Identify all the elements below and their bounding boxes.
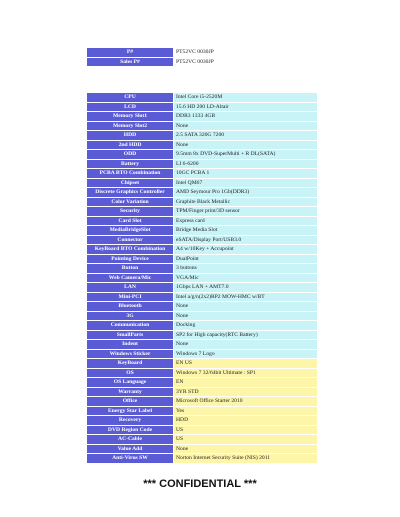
- row-label: Color Variation: [87, 197, 174, 207]
- row-label: Bluetooth: [87, 302, 174, 312]
- part-number-table: [86, 47, 318, 67]
- spec-row: [87, 226, 318, 236]
- row-value: AMD Seymour Pro 1Gb(DDR3): [174, 188, 318, 198]
- spec-row: [87, 359, 318, 369]
- part-number-row: [87, 57, 318, 67]
- row-label: PCBA BTO Combination: [87, 169, 174, 179]
- spec-row: [87, 235, 318, 245]
- row-label: Windows Sticker: [87, 349, 174, 359]
- spec-row: [87, 349, 318, 359]
- row-label: Value Add: [87, 444, 174, 454]
- row-label: Security: [87, 207, 174, 217]
- row-value: US: [174, 435, 318, 445]
- spec-row: [87, 292, 318, 302]
- spec-row: [87, 264, 318, 274]
- spec-row: [87, 321, 318, 331]
- spec-row: [87, 169, 318, 179]
- row-label: P#: [87, 48, 174, 58]
- row-value: Intel a/g/n(2x2)RP2 MOW-HMC w/BT: [174, 292, 318, 302]
- row-value: LI 6-6200: [174, 159, 318, 169]
- row-label: Warranty: [87, 387, 174, 397]
- spec-row: [87, 150, 318, 160]
- row-value: Intel Core i5-2520M: [174, 93, 318, 103]
- spec-row: [87, 245, 318, 255]
- row-label: MediaBridgeSlot: [87, 226, 174, 236]
- row-label: Communication: [87, 321, 174, 331]
- spec-row: [87, 188, 318, 198]
- row-label: OS Language: [87, 378, 174, 388]
- row-value: Norton Internet Security Suite (NIS) 2011: [174, 454, 318, 464]
- spec-row: [87, 131, 318, 141]
- row-value: PT52VC 0030JP: [174, 57, 318, 67]
- row-value: 15.6 HD 200 LD-Altair: [174, 102, 318, 112]
- row-value: SP2 for High capacity(RTC Battery): [174, 330, 318, 340]
- row-value: None: [174, 444, 318, 454]
- row-value: eSATA/Display Port/USB3.0: [174, 235, 318, 245]
- row-label: OS: [87, 368, 174, 378]
- row-value: 3 buttons: [174, 264, 318, 274]
- row-label: Web Camera/Mic: [87, 273, 174, 283]
- row-value: PT52VC 0030JP: [174, 48, 318, 58]
- row-value: 2.5 SATA 320G 7200: [174, 131, 318, 141]
- row-label: Button: [87, 264, 174, 274]
- spec-row: [87, 254, 318, 264]
- spec-row: [87, 368, 318, 378]
- row-value: A4 w/10Key + Accupoint: [174, 245, 318, 255]
- row-label: Sales P#: [87, 57, 174, 67]
- row-value: 1Gbps LAN + AMT7.0: [174, 283, 318, 293]
- spec-row: [87, 102, 318, 112]
- row-label: HDD: [87, 131, 174, 141]
- row-label: Pointing Device: [87, 254, 174, 264]
- spec-row: [87, 283, 318, 293]
- spec-row: [87, 216, 318, 226]
- row-label: Memory Slot2: [87, 121, 174, 131]
- row-label: CPU: [87, 93, 174, 103]
- spec-row: [87, 112, 318, 122]
- spec-row: [87, 397, 318, 407]
- row-label: 2nd HDD: [87, 140, 174, 150]
- row-label: Chipset: [87, 178, 174, 188]
- row-label: LAN: [87, 283, 174, 293]
- spec-row: [87, 340, 318, 350]
- spec-row: [87, 454, 318, 464]
- spec-row: [87, 406, 318, 416]
- spec-row: [87, 140, 318, 150]
- row-value: None: [174, 340, 318, 350]
- row-value: Bridge Media Slot: [174, 226, 318, 236]
- row-value: None: [174, 302, 318, 312]
- row-label: SmallParts: [87, 330, 174, 340]
- row-value: Intel QM67: [174, 178, 318, 188]
- part-number-table-body: [87, 48, 318, 67]
- row-label: ODD: [87, 150, 174, 160]
- row-value: None: [174, 311, 318, 321]
- row-value: Microsoft Office Starter 2010: [174, 397, 318, 407]
- spec-row: [87, 330, 318, 340]
- row-label: KeyBoard BTO Combination: [87, 245, 174, 255]
- spec-row: [87, 387, 318, 397]
- spec-row: [87, 435, 318, 445]
- row-label: 3G: [87, 311, 174, 321]
- row-value: Yes: [174, 406, 318, 416]
- row-value: Windows 7 Logo: [174, 349, 318, 359]
- row-label: Connector: [87, 235, 174, 245]
- spec-row: [87, 121, 318, 131]
- row-value: Docking: [174, 321, 318, 331]
- row-value: DDR3 1333 4GB: [174, 112, 318, 122]
- part-number-row: [87, 48, 318, 58]
- spec-row: [87, 444, 318, 454]
- spec-table: [86, 92, 318, 464]
- row-label: Office: [87, 397, 174, 407]
- spec-row: [87, 159, 318, 169]
- row-label: DVD Region Code: [87, 425, 174, 435]
- spec-row: [87, 378, 318, 388]
- row-label: AC-Cable: [87, 435, 174, 445]
- row-value: TPM/Finger print/3D sensor: [174, 207, 318, 217]
- row-label: Energy Star Label: [87, 406, 174, 416]
- row-value: Graphite Black Metallic: [174, 197, 318, 207]
- spec-row: [87, 311, 318, 321]
- spec-row: [87, 197, 318, 207]
- confidential-footer: *** CONFIDENTIAL ***: [143, 478, 257, 490]
- row-label: Discrete Graphics Controller: [87, 188, 174, 198]
- spec-row: [87, 273, 318, 283]
- row-value: VGA/Mic: [174, 273, 318, 283]
- spec-table-body: [87, 93, 318, 464]
- row-value: 3YR STD: [174, 387, 318, 397]
- row-label: Card Slot: [87, 216, 174, 226]
- row-label: Indent: [87, 340, 174, 350]
- row-value: None: [174, 140, 318, 150]
- row-label: Anti-Virus SW: [87, 454, 174, 464]
- row-label: KeyBoard: [87, 359, 174, 369]
- row-label: Memory Slot1: [87, 112, 174, 122]
- row-label: Mini-PCI: [87, 292, 174, 302]
- spec-row: [87, 178, 318, 188]
- spec-row: [87, 93, 318, 103]
- row-value: DualPoint: [174, 254, 318, 264]
- spec-row: [87, 207, 318, 217]
- spec-row: [87, 302, 318, 312]
- row-value: HDD: [174, 416, 318, 426]
- row-value: Windows 7 32/64bit Ultimate : SP1: [174, 368, 318, 378]
- row-value: 9.5mm 8x DVD-SuperMulti + R DL(SATA): [174, 150, 318, 160]
- row-label: LCD: [87, 102, 174, 112]
- row-value: EN US: [174, 359, 318, 369]
- row-label: Recovery: [87, 416, 174, 426]
- row-value: EN: [174, 378, 318, 388]
- row-label: Battery: [87, 159, 174, 169]
- spec-row: [87, 425, 318, 435]
- row-value: 10GC PCBA 1: [174, 169, 318, 179]
- spec-row: [87, 416, 318, 426]
- row-value: None: [174, 121, 318, 131]
- row-value: Express card: [174, 216, 318, 226]
- row-value: US: [174, 425, 318, 435]
